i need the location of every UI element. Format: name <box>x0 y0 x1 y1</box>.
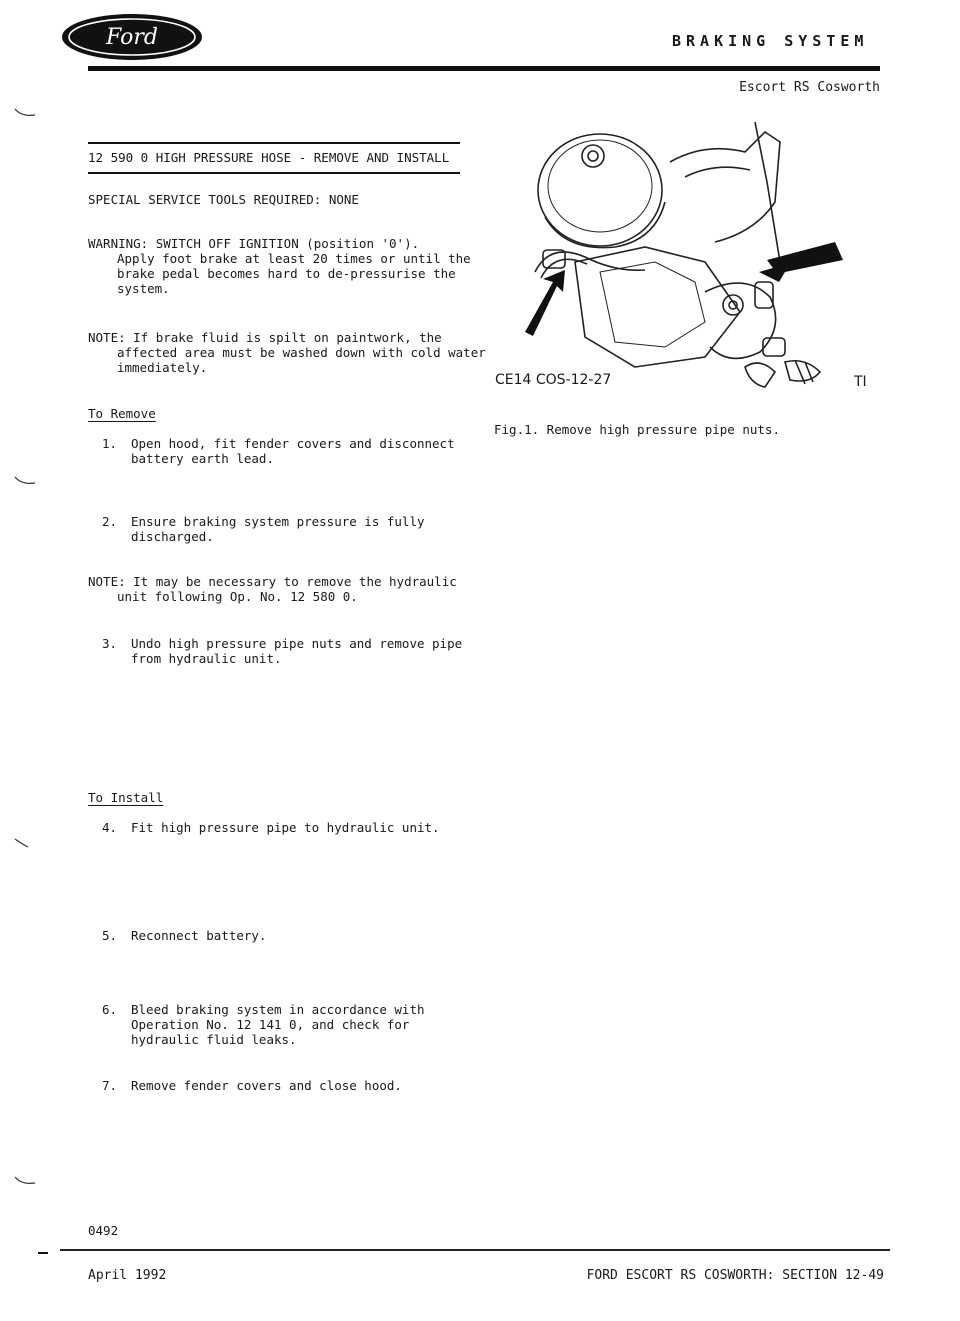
header-rule <box>88 66 880 71</box>
step-number: 7. <box>102 1078 118 1093</box>
margin-mark <box>14 476 36 486</box>
step-number: 4. <box>102 820 118 835</box>
step-6 <box>88 1002 425 1047</box>
section-title: BRAKING SYSTEM <box>672 32 869 50</box>
step-4 <box>88 820 440 835</box>
figure-tag: TI <box>854 374 867 390</box>
op-title-rule-top <box>88 142 460 144</box>
step-5 <box>88 928 266 943</box>
step-text: Remove fender covers and close hood. <box>131 1078 402 1093</box>
step-7 <box>88 1078 402 1093</box>
step-number: 5. <box>102 928 118 943</box>
note-text: NOTE: It may be necessary to remove the hydraulic <box>88 574 457 589</box>
note-hydraulic-unit <box>88 574 457 604</box>
step-text: Operation No. 12 141 0, and check for <box>131 1017 410 1032</box>
footer-date: April 1992 <box>88 1268 167 1283</box>
ford-logo <box>60 12 204 62</box>
note-paintwork <box>88 330 488 375</box>
margin-mark <box>14 1176 36 1186</box>
special-tools: SPECIAL SERVICE TOOLS REQUIRED: NONE <box>88 192 359 207</box>
operation-title: 12 590 0 HIGH PRESSURE HOSE - REMOVE AND INSTALL <box>88 150 450 165</box>
page-code: 0492 <box>88 1223 119 1238</box>
footer-section: FORD ESCORT RS COSWORTH: SECTION 12-49 <box>586 1268 884 1283</box>
margin-mark <box>14 838 36 848</box>
margin-dash <box>38 1252 48 1254</box>
footer-rule <box>60 1249 890 1251</box>
warning-rest: Apply foot brake at least 20 times or until the brake pedal becomes hard to de-pressurise the system. <box>117 251 471 296</box>
remove-heading: To Remove <box>88 406 156 421</box>
step-text: discharged. <box>131 529 214 544</box>
step-number: 6. <box>102 1002 118 1017</box>
install-heading: To Install <box>88 790 164 805</box>
figure-caption: Fig.1. Remove high pressure pipe nuts. <box>494 422 780 437</box>
warning-first-line: WARNING: SWITCH OFF IGNITION (position '0'). <box>88 236 420 251</box>
step-text: from hydraulic unit. <box>131 651 282 666</box>
step-text: Ensure braking system pressure is fully <box>131 514 425 529</box>
step-number: 1. <box>102 436 118 451</box>
step-2 <box>88 514 425 544</box>
note-text: unit following Op. No. 12 580 0. <box>117 589 358 604</box>
op-title-rule-bottom <box>88 172 460 174</box>
step-text: Fit high pressure pipe to hydraulic unit. <box>131 820 440 835</box>
step-text: hydraulic fluid leaks. <box>131 1032 297 1047</box>
margin-mark <box>14 108 36 118</box>
step-1 <box>88 436 455 466</box>
note-rest: affected area must be washed down with cold water immediately. <box>117 345 486 375</box>
note-first-line: NOTE: If brake fluid is spilt on paintwork, the <box>88 330 442 345</box>
step-3 <box>88 636 462 666</box>
step-text: Bleed braking system in accordance with <box>131 1002 425 1017</box>
step-text: Open hood, fit fender covers and disconnect <box>131 436 455 451</box>
step-text: battery earth lead. <box>131 451 274 466</box>
step-text: Undo high pressure pipe nuts and remove pipe <box>131 636 463 651</box>
step-number: 3. <box>102 636 118 651</box>
step-number: 2. <box>102 514 118 529</box>
model-name: Escort RS Cosworth <box>739 80 880 95</box>
ford-logo-text: Ford <box>106 25 158 50</box>
step-text: Reconnect battery. <box>131 928 267 943</box>
warning-block <box>88 236 488 296</box>
figure-code: CE14 COS-12-27 <box>495 372 612 388</box>
figure-hydraulic-unit <box>505 122 885 400</box>
